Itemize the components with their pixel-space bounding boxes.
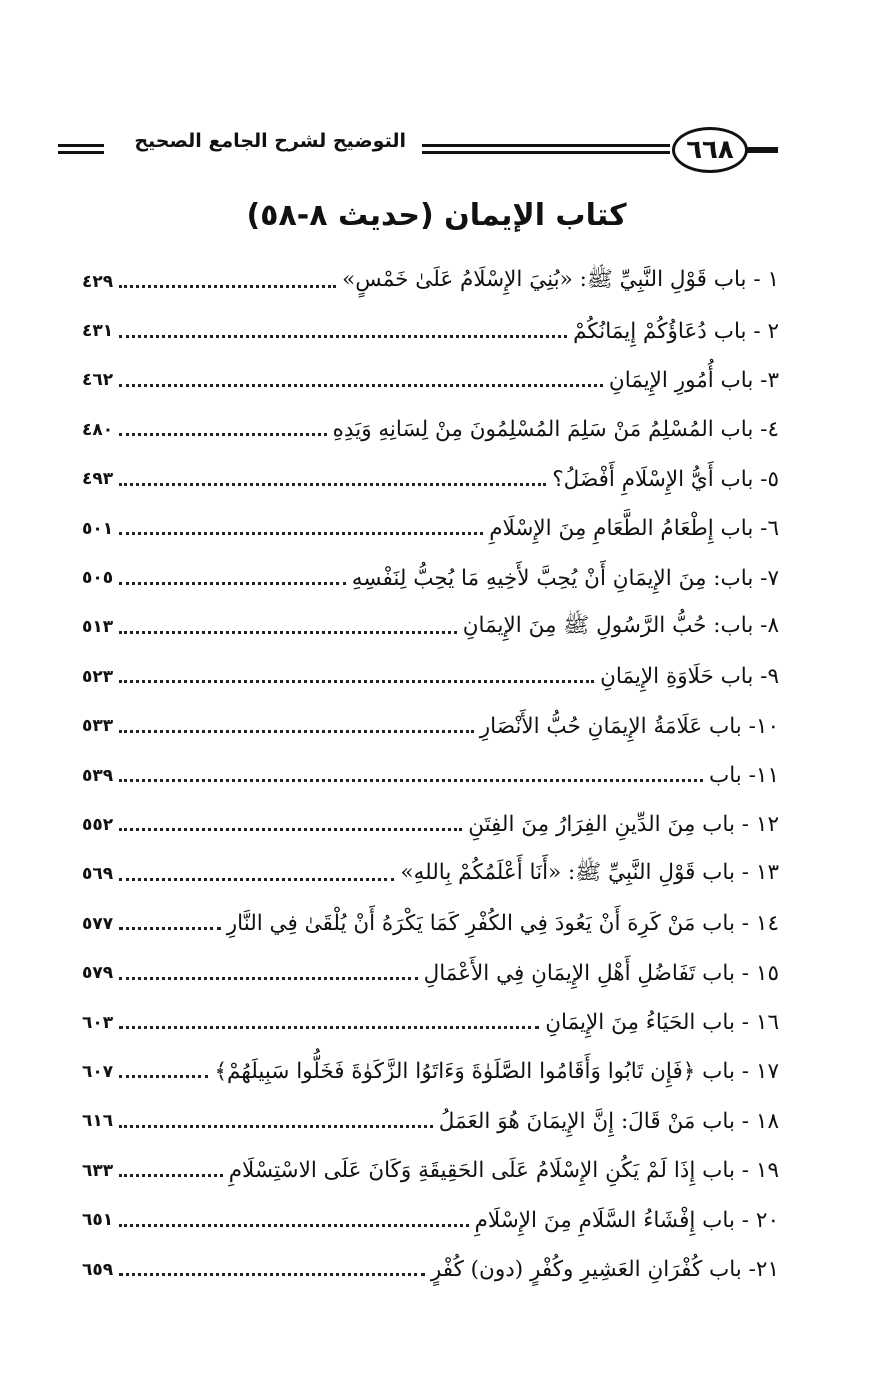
toc-entry-title: ١٨ - باب مَنْ قَالَ: إِنَّ الإِيمَانَ هُوَ العَمَلُ (438, 1108, 779, 1134)
toc-entry-page-number: ٦٠٣ (82, 1012, 114, 1033)
header-rule-short (58, 144, 104, 154)
dot-leader (119, 680, 594, 683)
toc-entry-page-number: ٦٥١ (82, 1210, 114, 1231)
toc-entry-page-number: ٥٢٣ (82, 666, 114, 687)
toc-entry-page-number: ٤٦٢ (82, 370, 114, 391)
toc-entry-page-number: ٦٥٩ (82, 1259, 114, 1280)
toc-entry-title: ١ - باب قَوْلِ النَّبِيِّ ﷺ: «بُنِيَ الإِسْلَامُ عَلَىٰ خَمْسٍ» (342, 267, 779, 293)
dot-leader (119, 730, 474, 733)
dot-leader (119, 1273, 425, 1276)
toc-entry-page-number: ٥٧٧ (82, 913, 114, 934)
toc-entry (82, 702, 779, 751)
page-header (58, 124, 778, 186)
toc-entry-title: ١٧ - باب ﴿فَإِن تَابُوا وَأَقَامُوا الصَّلَوٰةَ وَءَاتَوُا الزَّكَوٰةَ فَخَلُّوا سَبِيلَهُمْ﴾ (214, 1059, 779, 1085)
toc-entry-page-number: ٤٩٣ (82, 469, 114, 490)
toc-entry-page-number: ٥٣٩ (82, 765, 114, 786)
book-title: كتاب الإيمان (حديث ٨-٥٨) (246, 198, 627, 233)
toc-entry-page-number: ٤٣١ (82, 321, 114, 342)
dot-leader (119, 1125, 433, 1128)
header-rule (422, 144, 670, 154)
toc-entry (82, 553, 779, 602)
toc-entry (82, 1097, 779, 1146)
page-number-ornament (744, 147, 778, 153)
dot-leader (119, 828, 462, 831)
toc-entry-title: ٢٠ - باب إِفْشَاءُ السَّلَامِ مِنَ الإِسْلَامِ (474, 1207, 779, 1233)
toc-entry (82, 1146, 779, 1195)
dot-leader (119, 483, 546, 486)
toc-entry-title: ١٦ - باب الحَيَاءُ مِنَ الإِيمَانِ (545, 1010, 779, 1036)
dot-leader (119, 532, 483, 535)
dot-leader (119, 285, 336, 288)
dot-leader (119, 433, 327, 436)
toc-entry-page-number: ٤٨٠ (82, 419, 114, 440)
toc-entry-title: ٥- باب أَيُّ الإِسْلَامِ أَفْضَلُ؟ (552, 466, 779, 492)
dot-leader (119, 631, 457, 634)
toc-entry-page-number: ٥٥٢ (82, 814, 114, 835)
dot-leader (119, 384, 603, 387)
toc-entry (82, 306, 779, 355)
toc-entry-title: ٢ - باب دُعَاؤُكُمْ إِيمَانُكُمْ (573, 318, 779, 344)
toc-entry-title: ١٥ - باب تَفَاضُلِ أَهْلِ الإِيمَانِ فِي الأَعْمَالِ (423, 960, 779, 986)
dot-leader (119, 977, 417, 980)
table-of-contents (82, 257, 779, 1294)
toc-entry (82, 603, 779, 652)
toc-entry (82, 652, 779, 701)
dot-leader (119, 878, 394, 881)
toc-entry-page-number: ٥٧٩ (82, 963, 114, 984)
toc-entry (82, 257, 779, 306)
toc-entry-page-number: ٥٦٩ (82, 864, 114, 885)
toc-entry-title: ١٠- باب عَلَامَةُ الإِيمَانِ حُبُّ الأَنْصَارِ (479, 713, 779, 739)
dot-leader (119, 1224, 468, 1227)
dot-leader (119, 1174, 223, 1177)
dot-leader (119, 335, 567, 338)
toc-entry (82, 455, 779, 504)
toc-entry (82, 1245, 779, 1294)
toc-entry (82, 998, 779, 1047)
toc-entry-page-number: ٦١٦ (82, 1111, 114, 1132)
toc-entry (82, 1047, 779, 1096)
toc-entry (82, 948, 779, 997)
toc-entry-title: ٤- باب المُسْلِمُ مَنْ سَلِمَ المُسْلِمُونَ مِنْ لِسَانِهِ وَيَدِهِ (332, 417, 779, 443)
running-title: التوضيح لشرح الجامع الصحيح (134, 130, 406, 152)
toc-entry (82, 850, 779, 899)
toc-entry-title: ١٢ - باب مِنَ الدِّينِ الفِرَارُ مِنَ الفِتَنِ (468, 812, 779, 838)
toc-entry-title: ٢١- باب كُفْرَانِ العَشِيرِ وكُفْرٍ (دون) كُفْرٍ (430, 1257, 779, 1282)
toc-entry-page-number: ٥٠٥ (82, 568, 114, 589)
toc-entry-page-number: ٥٣٣ (82, 716, 114, 737)
toc-entry (82, 800, 779, 849)
dot-leader (119, 1075, 208, 1078)
toc-entry-title: ٧- باب: مِنَ الإِيمَانِ أَنْ يُحِبَّ لأَخِيهِ مَا يُحِبُّ لِنَفْسِهِ (351, 565, 779, 591)
toc-entry-page-number: ٤٢٩ (82, 271, 114, 292)
toc-entry-title: ١١- باب (709, 763, 779, 789)
toc-entry-page-number: ٦٠٧ (82, 1061, 114, 1082)
toc-entry-page-number: ٥٠١ (82, 518, 114, 539)
toc-entry (82, 751, 779, 800)
toc-entry-title: ١٣ - باب قَوْلِ النَّبِيِّ ﷺ: «أَنَا أَعْلَمُكُمْ بِاللهِ» (400, 859, 779, 885)
toc-entry (82, 405, 779, 454)
toc-entry-title: ٩- باب حَلَاوَةِ الإِيمَانِ (600, 664, 779, 690)
page-number: ٦٦٨ (672, 127, 748, 173)
dot-leader (119, 927, 221, 930)
dot-leader (119, 779, 703, 782)
toc-entry-page-number: ٥١٣ (82, 617, 114, 638)
toc-entry-title: ٣- باب أُمُورِ الإِيمَانِ (608, 367, 779, 393)
toc-entry-title: ٨- باب: حُبُّ الرَّسُولِ ﷺ مِنَ الإِيمَانِ (462, 612, 779, 638)
toc-entry (82, 504, 779, 553)
toc-entry-title: ١٩ - باب إِذَا لَمْ يَكُنِ الإِسْلَامُ عَلَى الحَقِيقَةِ وَكَانَ عَلَى الاسْتِسْلَامِ (228, 1158, 779, 1184)
toc-entry-page-number: ٦٣٣ (82, 1160, 114, 1181)
toc-entry-title: ٦- باب إِطْعَامُ الطَّعَامِ مِنَ الإِسْلَامِ (489, 516, 779, 542)
toc-entry-title: ١٤ - باب مَنْ كَرِهَ أَنْ يَعُودَ فِي الكُفْرِ كَمَا يَكْرَهُ أَنْ يُلْقَىٰ فِي النَّارِ (226, 911, 779, 937)
dot-leader (119, 582, 346, 585)
toc-entry (82, 1195, 779, 1244)
toc-entry (82, 356, 779, 405)
toc-entry (82, 899, 779, 948)
dot-leader (119, 1026, 539, 1029)
